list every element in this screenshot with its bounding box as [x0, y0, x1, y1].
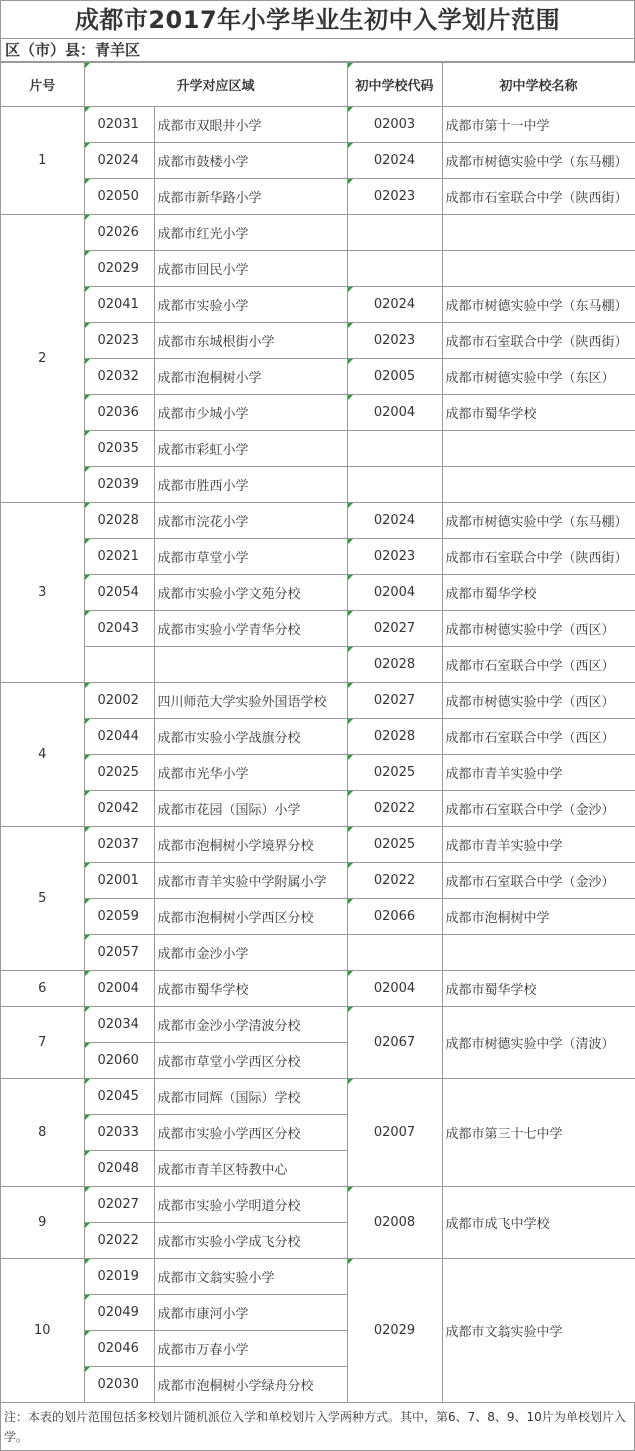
table-row	[1, 143, 635, 179]
middle-school-code-cell: 02027	[347, 683, 442, 719]
table-row	[1, 899, 635, 935]
primary-school-code-cell: 02036	[84, 395, 154, 431]
primary-school-name-cell: 成都市少城小学	[154, 395, 347, 431]
primary-school-name-cell: 成都市实验小学西区分校	[154, 1115, 347, 1151]
footnote: 注：本表的划片范围包括多校划片随机派位入学和单校划片入学两种方式。其中，第6、7、8、9、10片为单校划片入学。	[1, 1403, 635, 1451]
primary-school-code-cell: 02002	[84, 683, 154, 719]
primary-school-code-cell: 02026	[84, 215, 154, 251]
primary-school-name-cell: 成都市泡桐树小学	[154, 359, 347, 395]
table-row	[1, 179, 635, 215]
page-title: 成都市2017年小学毕业生初中入学划片范围	[1, 0, 635, 39]
table-row	[1, 287, 635, 323]
middle-school-name-cell: 成都市石室联合中学（西区）	[442, 719, 635, 755]
primary-school-code-cell: 02042	[84, 791, 154, 827]
middle-school-code-cell: 02004	[347, 971, 442, 1007]
middle-school-code-cell: 02004	[347, 395, 442, 431]
primary-school-code-cell: 02043	[84, 611, 154, 647]
middle-school-code-cell: 02023	[347, 179, 442, 215]
middle-school-name-cell: 成都市树德实验中学（东马棚）	[442, 287, 635, 323]
primary-school-code-cell: 02046	[84, 1331, 154, 1367]
middle-school-name-cell: 成都市石室联合中学（陕西街）	[442, 323, 635, 359]
middle-school-name-cell	[442, 251, 635, 287]
pian-number-cell: 1	[1, 107, 84, 215]
table-row	[1, 431, 635, 467]
primary-school-code-cell: 02045	[84, 1079, 154, 1115]
middle-school-name-cell: 成都市第三十七中学	[442, 1079, 635, 1187]
primary-school-name-cell: 成都市文翁实验小学	[154, 1259, 347, 1295]
primary-school-name-cell: 成都市实验小学明道分校	[154, 1187, 347, 1223]
primary-school-name-cell: 成都市浣花小学	[154, 503, 347, 539]
pian-number-cell: 3	[1, 503, 84, 683]
primary-school-code-cell: 02054	[84, 575, 154, 611]
primary-school-code-cell: 02028	[84, 503, 154, 539]
middle-school-name-cell: 成都市第十一中学	[442, 107, 635, 143]
table-row	[1, 827, 635, 863]
primary-school-code-cell: 02021	[84, 539, 154, 575]
table-row	[1, 683, 635, 719]
middle-school-name-cell	[442, 467, 635, 503]
primary-school-code-cell: 02033	[84, 1115, 154, 1151]
primary-school-name-cell: 成都市实验小学青华分校	[154, 611, 347, 647]
primary-school-name-cell: 成都市实验小学战旗分校	[154, 719, 347, 755]
table-header-row	[1, 63, 635, 107]
primary-school-code-cell: 02050	[84, 179, 154, 215]
middle-school-code-cell: 02029	[347, 1259, 442, 1403]
middle-school-name-cell: 成都市蜀华学校	[442, 971, 635, 1007]
table-row	[1, 467, 635, 503]
primary-school-name-cell: 成都市双眼井小学	[154, 107, 347, 143]
middle-school-name-cell: 成都市蜀华学校	[442, 395, 635, 431]
primary-school-name-cell: 成都市花园（国际）小学	[154, 791, 347, 827]
primary-school-code-cell: 02049	[84, 1295, 154, 1331]
middle-school-name-cell: 成都市石室联合中学（金沙）	[442, 863, 635, 899]
table-row	[1, 539, 635, 575]
primary-school-code-cell: 02022	[84, 1223, 154, 1259]
middle-school-name-cell	[442, 935, 635, 971]
middle-school-code-cell	[347, 431, 442, 467]
middle-school-code-cell: 02028	[347, 719, 442, 755]
middle-school-code-cell: 02003	[347, 107, 442, 143]
pian-number-cell: 10	[1, 1259, 84, 1403]
primary-school-name-cell: 成都市康河小学	[154, 1295, 347, 1331]
table-row	[1, 791, 635, 827]
primary-school-code-cell	[84, 647, 154, 683]
middle-school-code-cell: 02004	[347, 575, 442, 611]
primary-school-code-cell: 02001	[84, 863, 154, 899]
middle-school-name-cell: 成都市树德实验中学（东马棚）	[442, 503, 635, 539]
table-row	[1, 1187, 635, 1223]
middle-school-code-cell	[347, 215, 442, 251]
table-body	[1, 107, 635, 1403]
middle-school-name-cell	[442, 215, 635, 251]
middle-school-code-cell: 02066	[347, 899, 442, 935]
primary-school-code-cell: 02029	[84, 251, 154, 287]
middle-school-name-cell: 成都市青羊实验中学	[442, 827, 635, 863]
pian-number-cell: 9	[1, 1187, 84, 1259]
middle-school-code-cell	[347, 251, 442, 287]
primary-school-name-cell: 四川师范大学实验外国语学校	[154, 683, 347, 719]
primary-school-code-cell: 02041	[84, 287, 154, 323]
table-row	[1, 575, 635, 611]
pian-number-cell: 8	[1, 1079, 84, 1187]
primary-school-code-cell: 02030	[84, 1367, 154, 1403]
middle-school-name-cell: 成都市石室联合中学（金沙）	[442, 791, 635, 827]
middle-school-name-cell: 成都市蜀华学校	[442, 575, 635, 611]
primary-school-code-cell: 02023	[84, 323, 154, 359]
middle-school-code-cell: 02024	[347, 143, 442, 179]
primary-school-code-cell: 02025	[84, 755, 154, 791]
middle-school-code-cell: 02005	[347, 359, 442, 395]
primary-school-name-cell: 成都市泡桐树小学西区分校	[154, 899, 347, 935]
primary-school-code-cell: 02057	[84, 935, 154, 971]
primary-school-code-cell: 02032	[84, 359, 154, 395]
middle-school-name-cell: 成都市石室联合中学（陕西街）	[442, 179, 635, 215]
middle-school-code-cell: 02022	[347, 791, 442, 827]
pian-number-cell: 2	[1, 215, 84, 503]
middle-school-name-cell: 成都市树德实验中学（西区）	[442, 683, 635, 719]
primary-school-name-cell: 成都市红光小学	[154, 215, 347, 251]
table-row	[1, 611, 635, 647]
primary-school-code-cell: 02044	[84, 719, 154, 755]
table-row	[1, 215, 635, 251]
table-row	[1, 1079, 635, 1115]
primary-school-name-cell: 成都市蜀华学校	[154, 971, 347, 1007]
middle-school-code-cell	[347, 935, 442, 971]
middle-school-name-cell: 成都市成飞中学校	[442, 1187, 635, 1259]
header-region: 升学对应区域	[84, 63, 347, 107]
primary-school-name-cell: 成都市实验小学成飞分校	[154, 1223, 347, 1259]
table-row	[1, 503, 635, 539]
table-row	[1, 755, 635, 791]
middle-school-code-cell: 02067	[347, 1007, 442, 1079]
table-row	[1, 323, 635, 359]
district-label: 区（市）县：青羊区	[1, 39, 635, 62]
middle-school-name-cell: 成都市树德实验中学（清波）	[442, 1007, 635, 1079]
primary-school-name-cell: 成都市泡桐树小学境界分校	[154, 827, 347, 863]
middle-school-code-cell: 02022	[347, 863, 442, 899]
primary-school-name-cell: 成都市鼓楼小学	[154, 143, 347, 179]
primary-school-name-cell: 成都市彩虹小学	[154, 431, 347, 467]
header-middle-school-name: 初中学校名称	[442, 63, 635, 107]
middle-school-code-cell: 02024	[347, 287, 442, 323]
primary-school-code-cell: 02037	[84, 827, 154, 863]
middle-school-name-cell: 成都市泡桐树中学	[442, 899, 635, 935]
middle-school-code-cell: 02024	[347, 503, 442, 539]
primary-school-code-cell: 02048	[84, 1151, 154, 1187]
primary-school-name-cell: 成都市青羊实验中学附属小学	[154, 863, 347, 899]
primary-school-name-cell: 成都市实验小学文苑分校	[154, 575, 347, 611]
pian-number-cell: 4	[1, 683, 84, 827]
pian-number-cell: 6	[1, 971, 84, 1007]
primary-school-name-cell	[154, 647, 347, 683]
header-middle-school-code: 初中学校代码	[347, 63, 442, 107]
primary-school-name-cell: 成都市新华路小学	[154, 179, 347, 215]
middle-school-name-cell	[442, 431, 635, 467]
middle-school-code-cell: 02023	[347, 539, 442, 575]
middle-school-name-cell: 成都市石室联合中学（陕西街）	[442, 539, 635, 575]
primary-school-name-cell: 成都市金沙小学	[154, 935, 347, 971]
primary-school-name-cell: 成都市回民小学	[154, 251, 347, 287]
table-row	[1, 107, 635, 143]
table-row	[1, 647, 635, 683]
primary-school-name-cell: 成都市光华小学	[154, 755, 347, 791]
middle-school-code-cell	[347, 467, 442, 503]
primary-school-code-cell: 02039	[84, 467, 154, 503]
middle-school-code-cell: 02025	[347, 827, 442, 863]
primary-school-name-cell: 成都市青羊区特教中心	[154, 1151, 347, 1187]
middle-school-code-cell: 02023	[347, 323, 442, 359]
primary-school-name-cell: 成都市东城根街小学	[154, 323, 347, 359]
table-row	[1, 251, 635, 287]
pian-number-cell: 7	[1, 1007, 84, 1079]
table-row	[1, 1007, 635, 1043]
primary-school-code-cell: 02004	[84, 971, 154, 1007]
primary-school-name-cell: 成都市草堂小学	[154, 539, 347, 575]
table-row	[1, 935, 635, 971]
middle-school-name-cell: 成都市树德实验中学（西区）	[442, 611, 635, 647]
middle-school-code-cell: 02008	[347, 1187, 442, 1259]
primary-school-code-cell: 02060	[84, 1043, 154, 1079]
primary-school-name-cell: 成都市泡桐树小学绿舟分校	[154, 1367, 347, 1403]
primary-school-name-cell: 成都市万春小学	[154, 1331, 347, 1367]
primary-school-code-cell: 02034	[84, 1007, 154, 1043]
primary-school-name-cell: 成都市同辉（国际）学校	[154, 1079, 347, 1115]
zoning-table	[1, 62, 635, 1403]
table-row	[1, 359, 635, 395]
middle-school-code-cell: 02025	[347, 755, 442, 791]
table-row	[1, 1259, 635, 1295]
middle-school-name-cell: 成都市青羊实验中学	[442, 755, 635, 791]
middle-school-name-cell: 成都市树德实验中学（东马棚）	[442, 143, 635, 179]
table-row	[1, 971, 635, 1007]
middle-school-code-cell: 02028	[347, 647, 442, 683]
middle-school-name-cell: 成都市石室联合中学（西区）	[442, 647, 635, 683]
primary-school-name-cell: 成都市胜西小学	[154, 467, 347, 503]
table-row	[1, 395, 635, 431]
primary-school-code-cell: 02031	[84, 107, 154, 143]
middle-school-name-cell: 成都市文翁实验中学	[442, 1259, 635, 1403]
header-pian: 片号	[1, 63, 84, 107]
primary-school-name-cell: 成都市实验小学	[154, 287, 347, 323]
primary-school-name-cell: 成都市金沙小学清波分校	[154, 1007, 347, 1043]
table-row	[1, 719, 635, 755]
primary-school-code-cell: 02019	[84, 1259, 154, 1295]
primary-school-code-cell: 02059	[84, 899, 154, 935]
middle-school-code-cell: 02007	[347, 1079, 442, 1187]
primary-school-code-cell: 02027	[84, 1187, 154, 1223]
table-row	[1, 863, 635, 899]
middle-school-code-cell: 02027	[347, 611, 442, 647]
primary-school-code-cell: 02035	[84, 431, 154, 467]
pian-number-cell: 5	[1, 827, 84, 971]
middle-school-name-cell: 成都市树德实验中学（东区）	[442, 359, 635, 395]
primary-school-name-cell: 成都市草堂小学西区分校	[154, 1043, 347, 1079]
primary-school-code-cell: 02024	[84, 143, 154, 179]
